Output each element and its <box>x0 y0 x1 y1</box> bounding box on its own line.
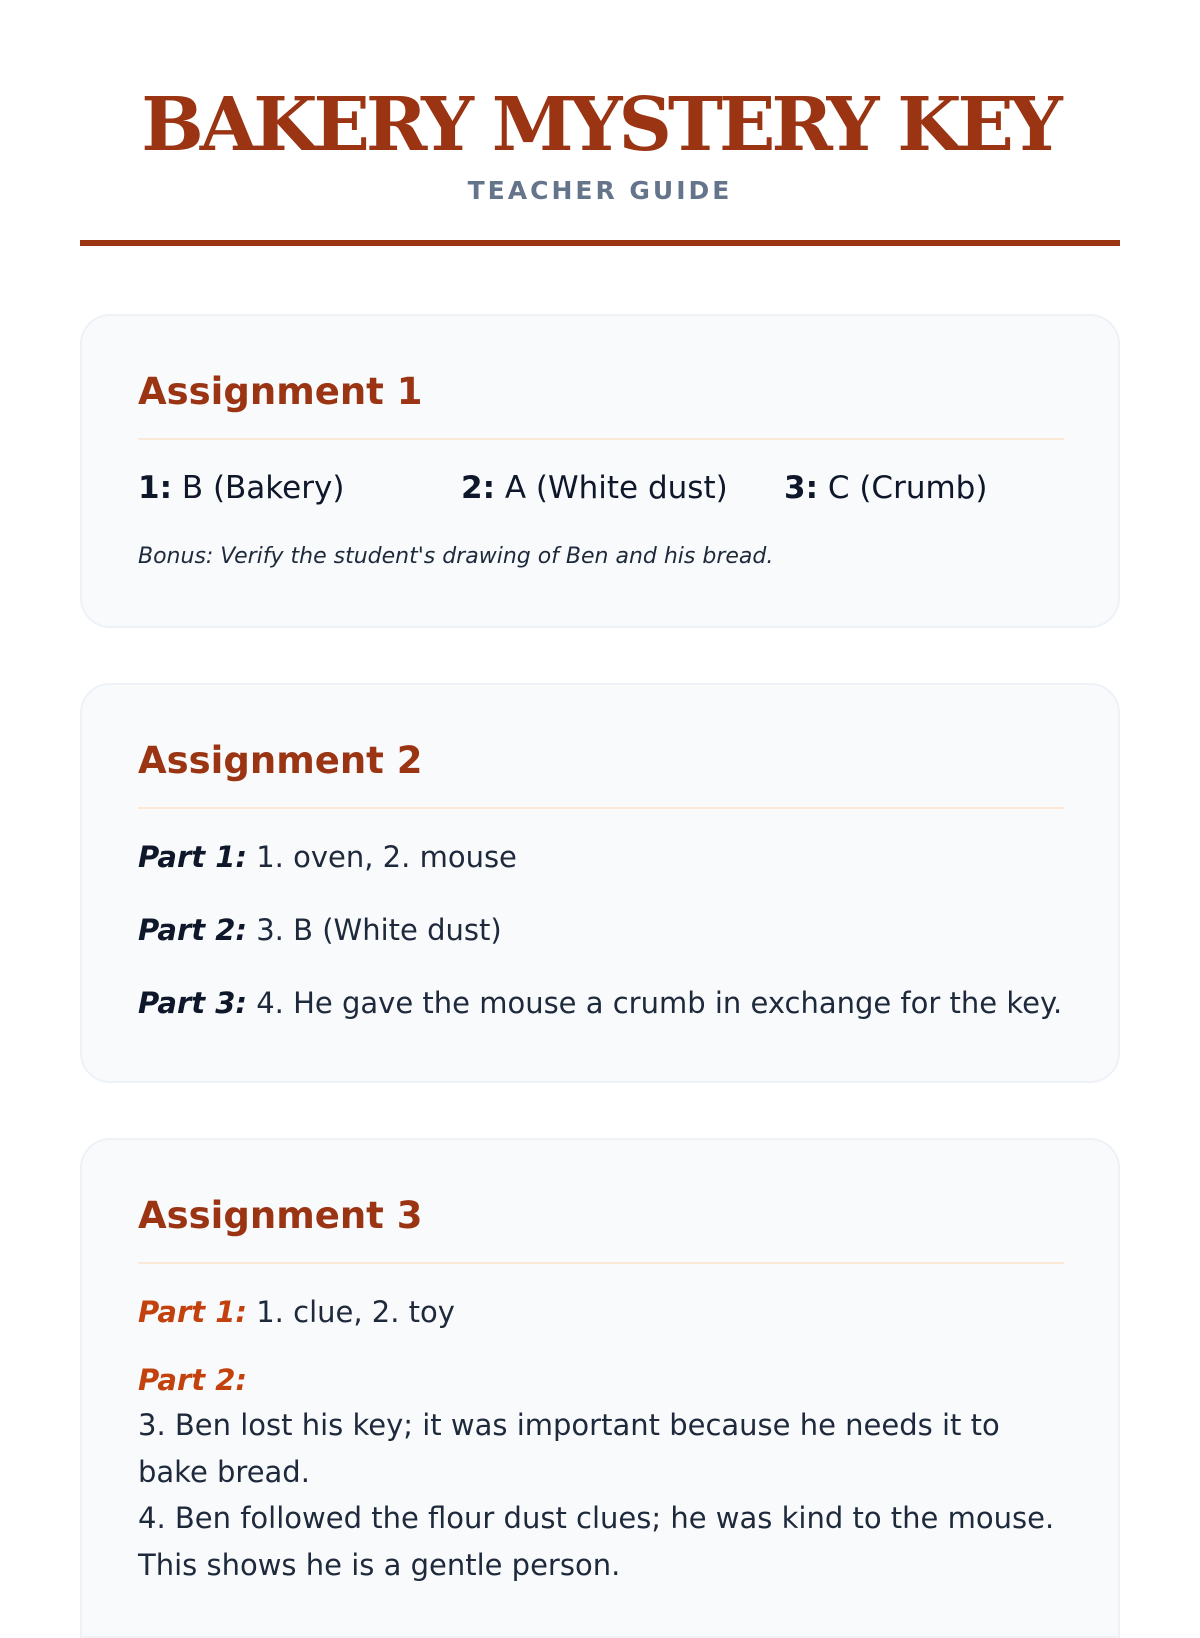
part-text: 1. oven, 2. mouse <box>256 840 517 874</box>
assignment-1-answers <box>138 466 1064 510</box>
answer-number: 1: <box>138 470 172 506</box>
assignment-3-answer-3: 3. Ben lost his key; it was important because he needs it to bake bread. <box>138 1408 1000 1489</box>
bonus-note: Bonus: Verify the student's drawing of Ben and his bread. <box>138 544 774 569</box>
header-divider <box>80 240 1120 246</box>
part-text: 3. B (White dust) <box>256 913 502 947</box>
assignment-2-part-3 <box>138 981 1064 1025</box>
part-label: Part 2: <box>138 1363 248 1397</box>
part-text: 1. clue, 2. toy <box>256 1295 455 1329</box>
assignment-2-card <box>80 683 1120 1083</box>
assignment-1-card <box>80 314 1120 628</box>
answer-1 <box>138 466 344 510</box>
assignment-3-answer-4: 4. Ben followed the flour dust clues; he was kind to the mouse. This shows he is a gentle person. <box>138 1501 1055 1582</box>
assignment-3-part-1 <box>138 1290 1064 1334</box>
assignment-3-part-2-label <box>138 1358 1064 1402</box>
assignment-2-part-1 <box>138 835 1064 879</box>
page-title: BAKERY MYSTERY KEY <box>141 82 1059 168</box>
part-label: Part 1: <box>138 1295 248 1329</box>
answer-text: A (White dust) <box>504 470 728 506</box>
answer-2 <box>461 466 728 510</box>
answer-number: 2: <box>461 470 495 506</box>
answer-3 <box>784 466 987 510</box>
page-subtitle: TEACHER GUIDE <box>467 176 733 205</box>
answer-number: 3: <box>784 470 818 506</box>
part-label: Part 2: <box>138 913 248 947</box>
page-header <box>80 80 1120 208</box>
part-text: 4. He gave the mouse a crumb in exchange for the key. <box>256 986 1063 1020</box>
assignment-3-divider <box>138 1262 1064 1264</box>
assignment-3-title: Assignment 3 <box>138 1194 423 1237</box>
assignment-2-part-2 <box>138 908 1064 952</box>
answer-text: C (Crumb) <box>827 470 988 506</box>
assignment-3-card <box>80 1138 1120 1638</box>
answer-text: B (Bakery) <box>181 470 345 506</box>
assignment-2-divider <box>138 807 1064 809</box>
part-label: Part 1: <box>138 840 248 874</box>
assignment-2-title: Assignment 2 <box>138 739 423 782</box>
assignment-1-title: Assignment 1 <box>138 370 423 413</box>
assignment-1-divider <box>138 438 1064 440</box>
part-label: Part 3: <box>138 986 248 1020</box>
